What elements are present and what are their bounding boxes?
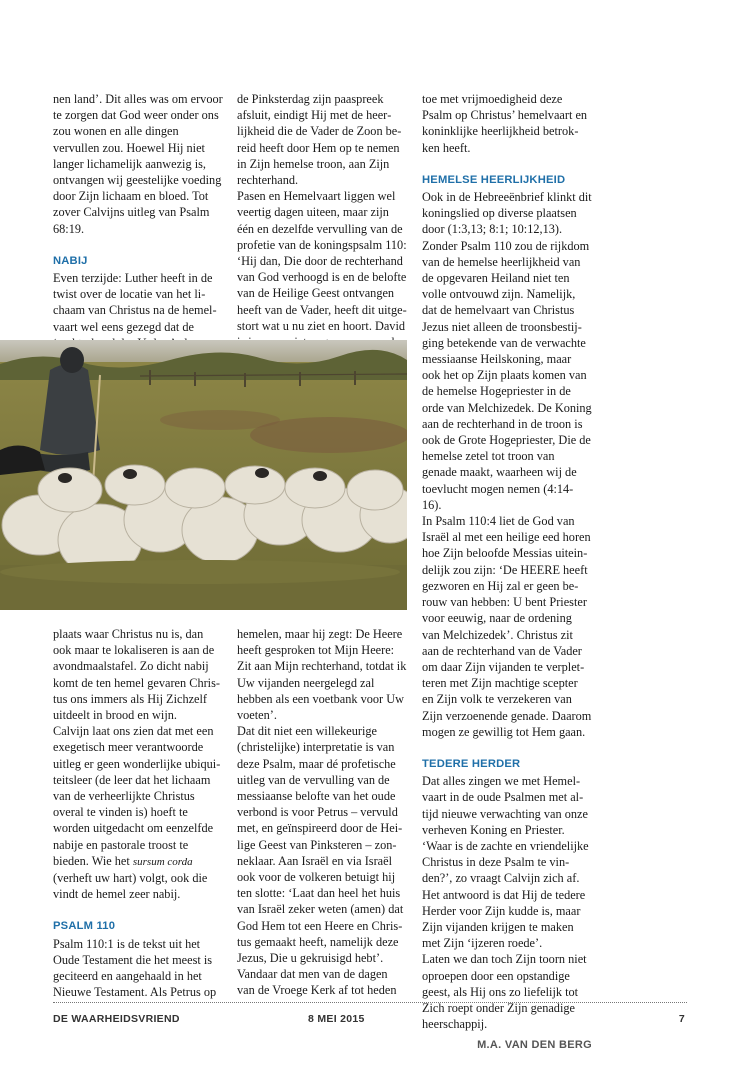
- paragraph: plaats waar Christus nu is, dan ook maar te lokaliseren is aan de avondmaalstafel. Zo dicht nabij komt de ten hemel gevaren Christus ons immers als Hij Zichzelf uitdeelt in brood en wijn.: [53, 627, 220, 723]
- column-3: [422, 91, 592, 1054]
- paragraph: Ook in de Hebreeënbrief klinkt dit koningslied op diverse plaatsen door (1:3,13; 8:1; 10:12,13). Zonder Psalm 110 zou de rijkdom van de hemelse heerlijkheid van de opgevaren Heiland niet ten volle ontvouwd zijn. Namelijk, dat de hemelvaart van Christus Jezus niet alleen de troonsbestijging betekende van de verwachte messiaanse Heilskoning, maar ook het op Zijn plaats komen van de hemelse Hogepriester in de orde van Melchizedek. De Koning aan de rechterhand in de troon is ook de Grote Hogepriester, Die de hemelse zetel tot troon van genade maakt, waarheen wij de toevlucht mogen nemen (4:14-16).: [422, 190, 592, 512]
- page-number: 7: [678, 1013, 685, 1025]
- paragraph: Laten we dan toch Zijn toorn niet oproepen door een opstandige geest, als Hij ons zo liefelijk tot Zich roept onder Zijn genadige heerschappij.: [422, 952, 587, 1032]
- paragraph: de Pinksterdag zijn paaspreek afsluit, eindigt Hij met de heerlijkheid die de Vader de Zoon bereid heeft door Hem op te nemen in Zijn hemelse troon, aan Zijn rechterhand.: [237, 92, 402, 188]
- section-heading-hemelse-heerlijkheid: HEMELSE HEERLIJKHEID: [422, 173, 566, 186]
- paragraph: hemelen, maar hij zegt: De Heere heeft gesproken tot Mijn Heere: Zit aan Mijn rechterhand, totdat ik Uw vijanden neergelegd zal hebben als een voetbank voor Uw voeten’.: [237, 627, 407, 723]
- paragraph: Psalm 110:1 is de tekst uit het Oude Testament die het meest is geciteerd en aangehaald in het Nieuwe Testament. Als Petrus op: [53, 936, 217, 1000]
- column-1-top: [53, 91, 223, 351]
- publication-name: DE WAARHEIDSVRIEND: [53, 1013, 180, 1025]
- column-2-top: [237, 91, 407, 350]
- section-heading-tedere-herder: TEDERE HERDER: [422, 757, 521, 770]
- paragraph: [53, 723, 223, 902]
- column-2-bottom: [237, 626, 407, 999]
- paragraph: nen land’. Dit alles was om ervoor te zorgen dat God weer onder ons zou wonen en alle dingen vervullen zou. Hoewel Hij niet langer lichamelijk aanwezig is, ontvangen wij geestelijke voeding door Zijn lichaam en bloed. Tot zover Calvijns uitleg van Psalm 68:19.: [53, 92, 223, 236]
- section-heading-nabij: NABIJ: [53, 254, 88, 267]
- text-run: Calvijn laat ons zien dat met een exegetisch meer verantwoorde uitleg er geen wonderlijke ubiquiteitsleer (de leer dat het lichaam van de verheerlijkte Christus overal te vinden is) hoeft te worden uitgedacht om eenzelfde nabije en pastorale troost te bieden. Wie het: [53, 724, 221, 868]
- paragraph: Dat dit niet een willekeurige (christelijke) interpretatie is van deze Psalm, maar dé profetische uitleg van de vervulling van de messiaanse belofte van het oude verbond is voor Petrus – vervuld met, en geïnspireerd door de Heilige Geest van Pinksteren – zonneklaar. Aan Israël en via Israël ook voor de volkeren betuigt hij ten slotte: ‘Laat dan heel het huis van Israël zeker weten (amen) dat God Hem tot een Heere en Christus gemaakt heeft, namelijk deze Jezus, Die u gekruisigd hebt’. Vandaar dat men van de dagen van de Vroege Kerk af tot heden: [237, 724, 404, 998]
- shepherd-sheep-photo: [0, 340, 407, 610]
- column-1-bottom: [53, 626, 223, 1000]
- paragraph: Dat alles zingen we met Hemelvaart in de oude Psalmen met altijd nieuwe verwachting van onze verheven Koning en Priester. ‘Waar is de zachte en vriendelijke Christus in deze Psalm te vinden?’, zo vraagt Calvijn zich af. Het antwoord is dat Hij de tedere Herder voor Zijn kudde is, maar Zijn vijanden krijgen te maken met Zijn ‘ijzeren roede’.: [422, 774, 589, 951]
- text-run: (verheft uw hart) volgt, ook die vindt de hemel zeer nabij.: [53, 871, 208, 902]
- paragraph: toe met vrijmoedigheid deze Psalm op Christus’ hemelvaart en koninklijke heerlijkheid betrokken heeft.: [422, 92, 588, 155]
- issue-date: 8 MEI 2015: [308, 1013, 365, 1025]
- author-name: M.A. VAN DEN BERG: [477, 1039, 592, 1052]
- page-footer: [53, 1002, 687, 1025]
- latin-term: sursum corda: [132, 855, 193, 868]
- paragraph: Even terzijde: Luther heeft in de twist over de locatie van het lichaam van Christus na de hemelvaart wel eens gezegd dat de: [53, 271, 217, 334]
- paragraph: In Psalm 110:4 liet de God van Israël al met een heilige eed horen hoe Zijn beloofde Messias uiteindelijk zou zijn: ‘De HEERE heeft gezworen en Hij zal er geen berouw van hebben: U bent Priester voor eeuwig, naar de ordening van Melchizedek’. Christus zit aan de rechterhand van de Vader om daar Zijn vijanden te verpletteren met Zijn machtige scepter en Zijn volk te verzekeren van Zijn verzoenende genade. Daarom mogen ze gewillig tot Hem gaan.: [422, 514, 592, 739]
- section-heading-psalm-110: PSALM 110: [53, 920, 116, 933]
- paragraph: Pasen en Hemelvaart liggen wel veertig dagen uiteen, maar zijn één en dezelfde vervulling van de profetie van de koningspsalm 110: ‘Hij dan, Die door de rechterhand van God verhoogd is en de belofte van de Heilige Geest ontvangen heeft van de Vader, heeft dit uitgestort wat u nu ziet en hoort. David: [237, 189, 407, 333]
